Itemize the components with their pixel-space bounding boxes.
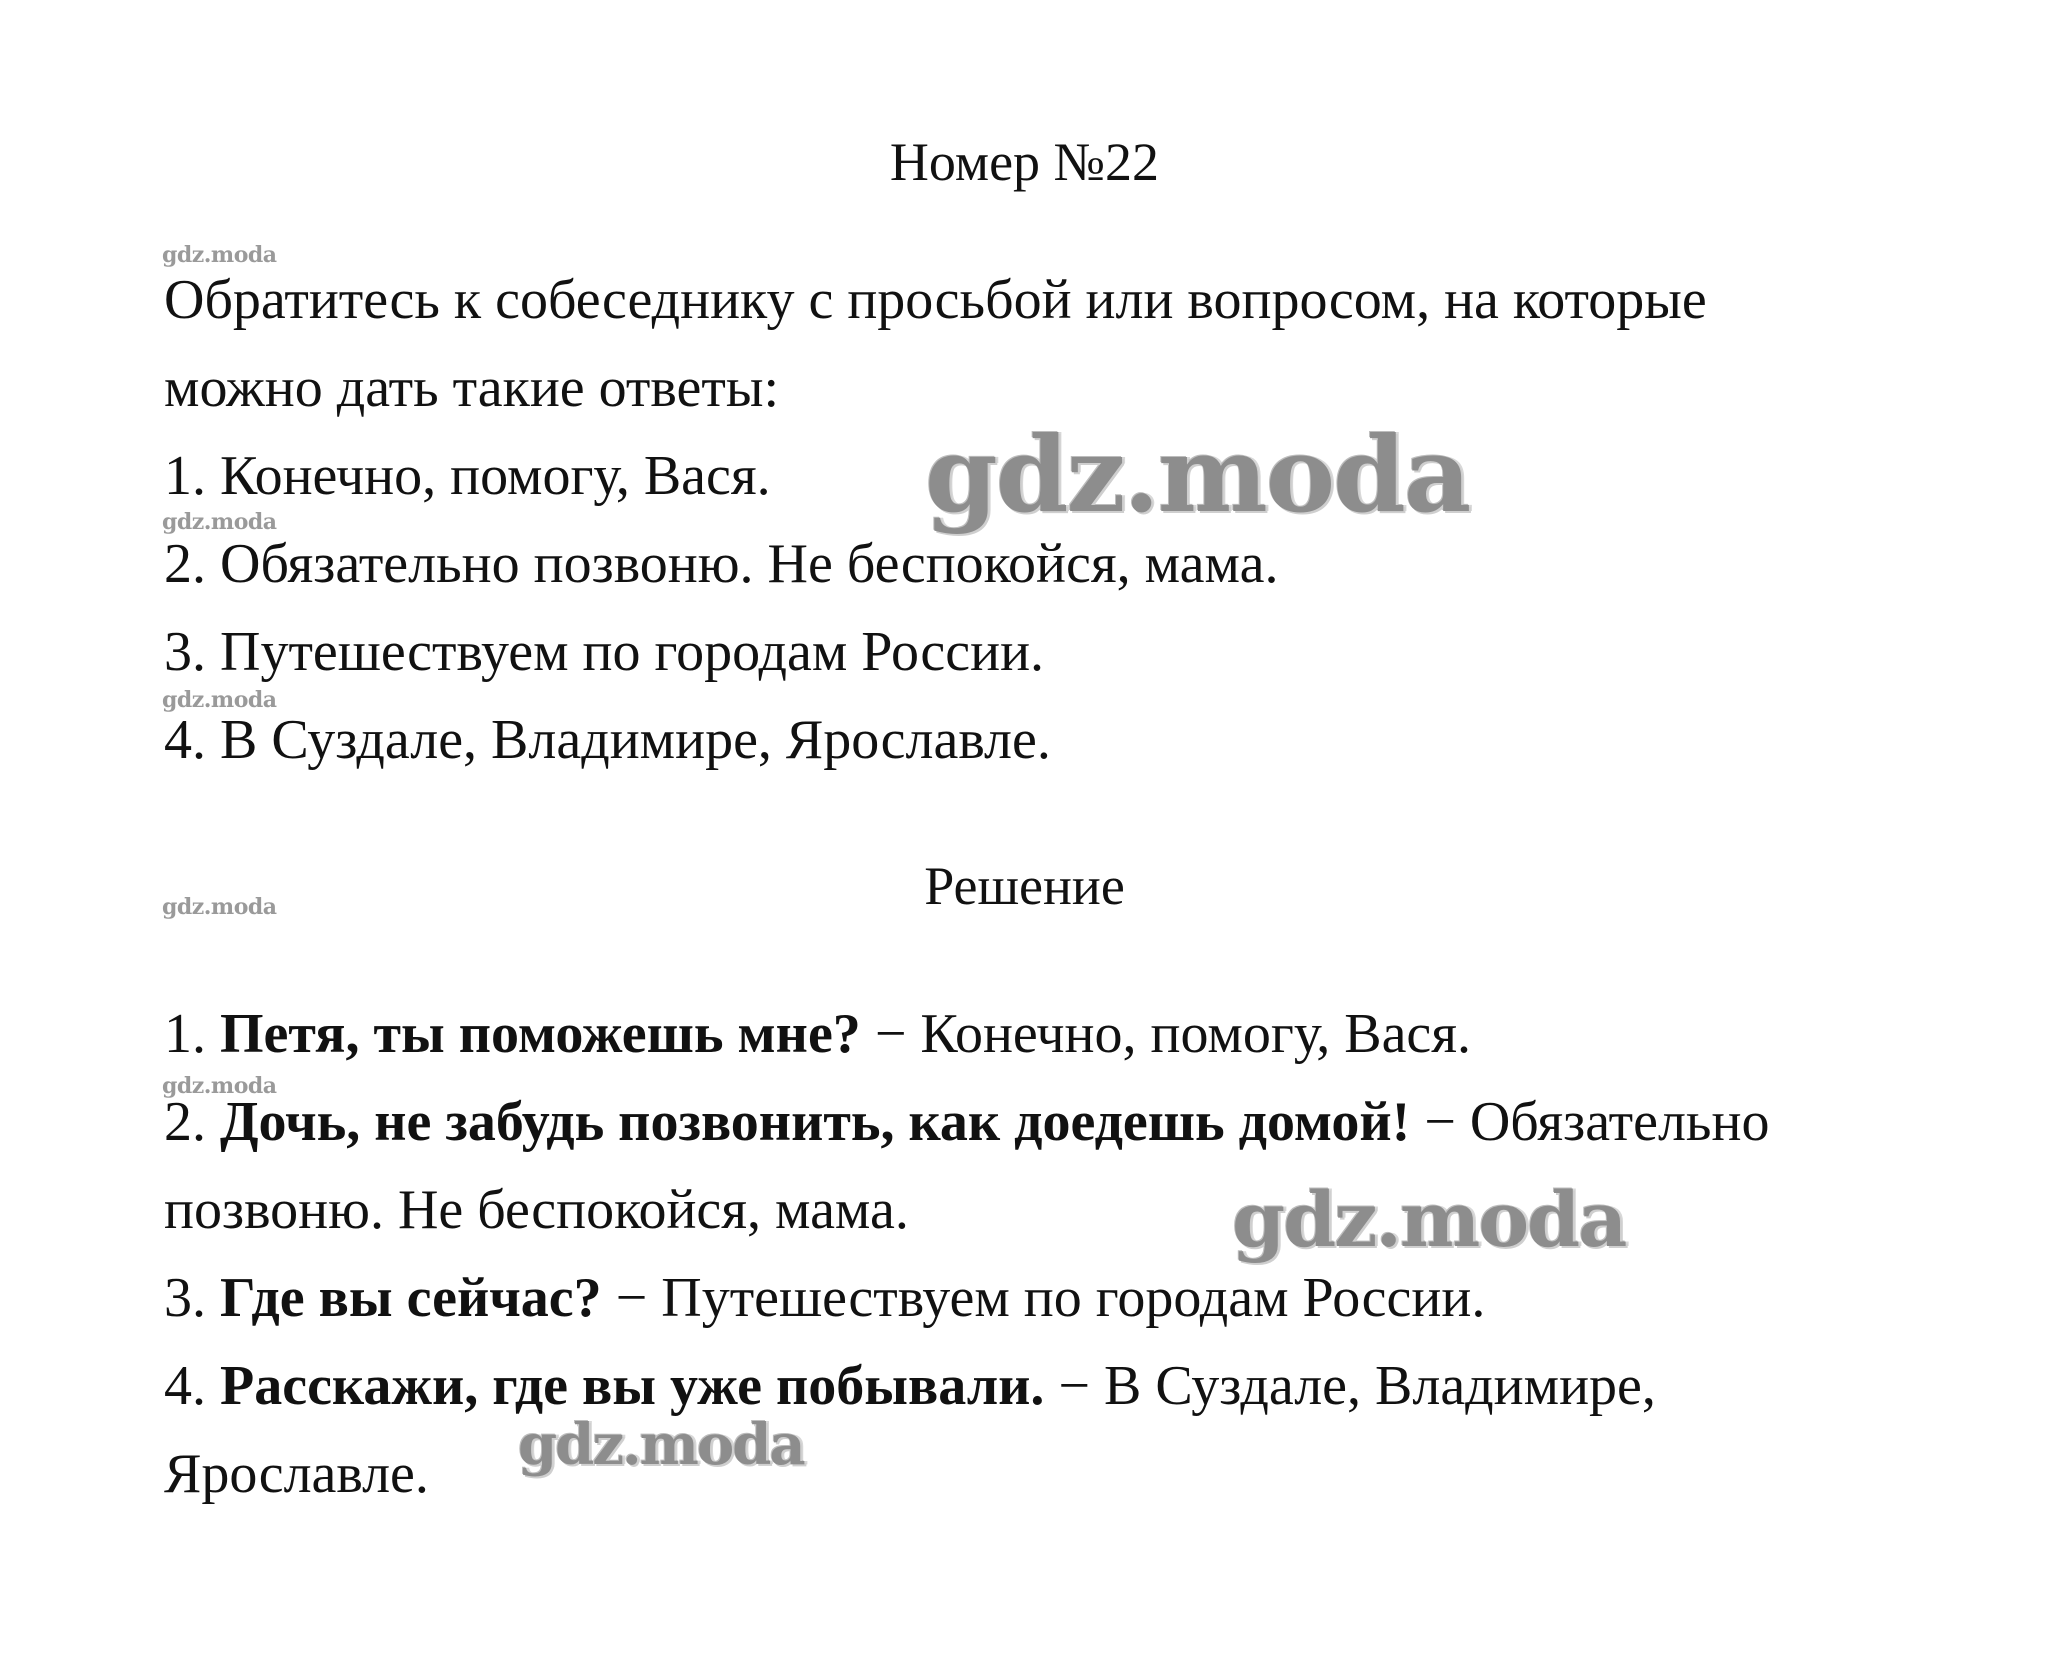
item-number: 1. — [164, 1003, 220, 1065]
watermark-small: gdz.moda — [162, 242, 277, 268]
task-intro-line-2: можно дать такие ответы: — [164, 357, 780, 419]
solution-heading: Решение — [924, 856, 1125, 916]
solution-item-4 — [164, 1354, 1656, 1418]
page-title: Номер №22 — [889, 132, 1160, 192]
watermark-small: gdz.moda — [162, 687, 277, 713]
question-text: Петя, ты поможешь мне? — [220, 1003, 861, 1065]
watermark-large: gdz.moda — [925, 413, 1470, 536]
solution-item-1 — [164, 1002, 1471, 1066]
watermark-small: gdz.moda — [162, 1073, 277, 1099]
watermark-large: gdz.moda — [1232, 1175, 1626, 1264]
task-item-4: 4. В Суздале, Владимире, Ярославле. — [164, 709, 1051, 771]
solution-item-2 — [164, 1090, 1769, 1154]
task-item-2: 2. Обязательно позвоню. Не беспокойся, мама. — [164, 533, 1279, 595]
watermark-large: gdz.moda — [518, 1412, 804, 1478]
question-text: Дочь, не забудь позвонить, как доедешь домой! — [220, 1091, 1411, 1153]
solution-item-4-continuation: Ярославле. — [164, 1443, 429, 1505]
solution-item-2-continuation: позвоню. Не беспокойся, мама. — [164, 1179, 909, 1241]
answer-text: − Конечно, помогу, Вася. — [860, 1003, 1472, 1065]
question-text: Где вы сейчас? — [220, 1267, 602, 1329]
question-text: Расскажи, где вы уже побывали. — [220, 1355, 1045, 1417]
solution-item-3 — [164, 1266, 1485, 1330]
task-intro-line-1: Обратитесь к собеседнику с просьбой или вопросом, на которые — [164, 269, 1707, 331]
item-number: 2. — [164, 1091, 220, 1153]
task-item-1: 1. Конечно, помогу, Вася. — [164, 445, 771, 507]
answer-text: − Обязательно — [1410, 1091, 1770, 1153]
answer-text: − В Суздале, Владимире, — [1044, 1355, 1656, 1417]
task-item-3: 3. Путешествуем по городам России. — [164, 621, 1045, 683]
watermark-small: gdz.moda — [162, 894, 277, 920]
item-number: 4. — [164, 1355, 220, 1417]
watermark-small: gdz.moda — [162, 509, 277, 535]
answer-text: − Путешествуем по городам России. — [601, 1267, 1486, 1329]
item-number: 3. — [164, 1267, 220, 1329]
